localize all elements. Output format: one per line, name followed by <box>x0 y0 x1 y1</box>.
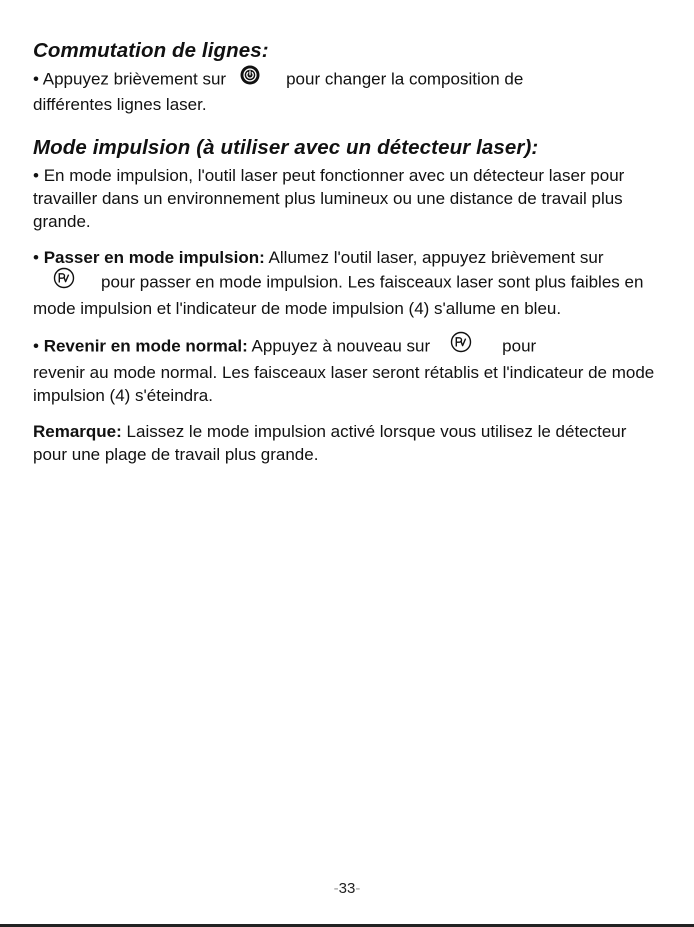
pulse-mode-intro-text: En mode impulsion, l'outil laser peut fonctionner avec un détecteur laser pour travailler dans un environnement plus lumineux ou une distance de travail plus grande. <box>33 166 625 231</box>
back-normal-mode-text1: Appuyez à nouveau sur <box>251 336 431 356</box>
page-number: 33 <box>338 880 356 897</box>
bullet: • <box>33 336 39 356</box>
pulse-mode-button-icon <box>53 267 75 295</box>
page-number-dash-right: - <box>355 880 361 897</box>
remark-text: Laissez le mode impulsion activé lorsque vous utilisez le détecteur pour une plage de travail plus grande. <box>33 422 627 464</box>
section-title-pulse-mode: Mode impulsion (à utiliser avec un détecteur laser): <box>33 136 539 159</box>
back-normal-mode-label: Revenir en mode normal: <box>43 336 248 356</box>
enter-pulse-mode-paragraph <box>33 246 663 320</box>
line-switching-text-line2: différentes lignes laser. <box>33 95 207 114</box>
section-title-line-switching: Commutation de lignes: <box>33 39 269 62</box>
enter-pulse-mode-sur: sur <box>579 248 604 267</box>
pulse-mode-button-icon <box>450 331 472 359</box>
remark-label: Remarque: <box>33 422 122 441</box>
back-normal-mode-text3: revenir au mode normal. Les faisceaux laser seront rétablis et l'indicateur de mode impulsion (4) s'éteindra. <box>33 363 655 405</box>
enter-pulse-mode-text1: Allumez l'outil laser, appuyez brièvement <box>268 248 576 267</box>
line-switching-text-after-icon: pour changer la composition de <box>286 69 524 89</box>
manual-page <box>33 38 663 466</box>
bullet: • <box>33 248 39 267</box>
enter-pulse-mode-text2: pour passer en mode impulsion. Les faisceaux laser sont plus faibles en mode impulsion et l'indicateur de mode impulsion (4) s'allume en bleu. <box>33 272 644 318</box>
line-switching-paragraph <box>33 67 663 116</box>
remark-paragraph <box>33 420 663 466</box>
bullet: • <box>33 69 39 89</box>
bullet: • <box>33 166 39 185</box>
enter-pulse-mode-label: Passer en mode impulsion: <box>43 248 265 267</box>
page-footer <box>0 880 694 897</box>
back-normal-mode-text2: pour <box>502 336 537 356</box>
back-normal-mode-paragraph <box>33 333 663 407</box>
power-button-icon <box>240 65 260 91</box>
line-switching-text-before-icon: Appuyez brièvement sur <box>42 69 227 89</box>
page-number-dash-left: - <box>333 880 339 897</box>
pulse-mode-intro-paragraph <box>33 164 663 233</box>
